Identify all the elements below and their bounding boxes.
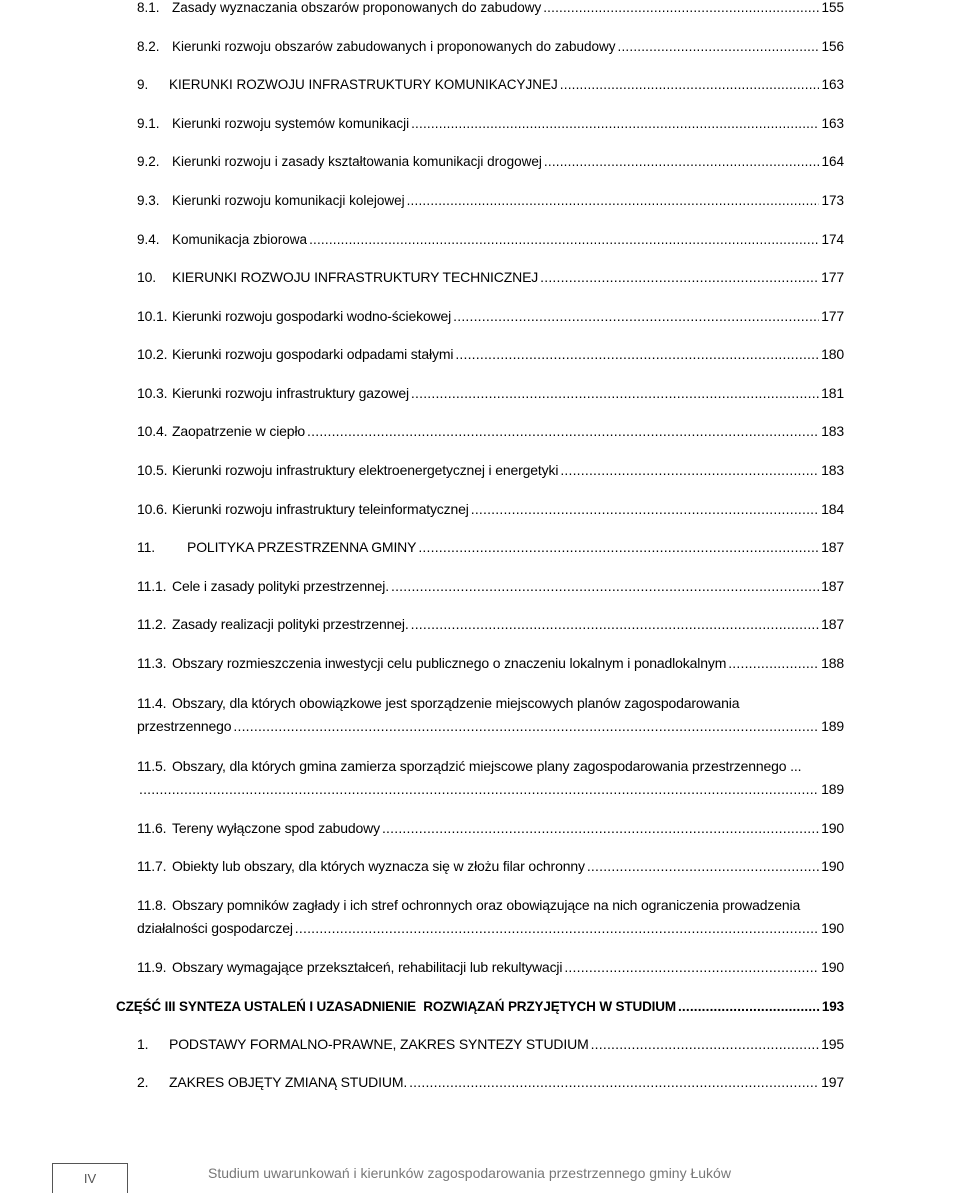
toc-page: 184 [821,501,844,517]
toc-page: 183 [821,423,844,439]
toc-number: 9.4. [137,232,160,247]
toc-leader [678,995,820,1018]
footer-page-number: IV [52,1163,128,1193]
toc-entry-10-4[interactable] [137,420,844,443]
toc-leader [409,1071,819,1094]
toc-page: 183 [821,462,844,478]
toc-title: Kierunki rozwoju i zasady kształtowania komunikacji drogowej [172,154,542,169]
toc-page: 174 [821,232,844,247]
toc-entry-part-3[interactable] [116,995,844,1018]
toc-entry-10-5[interactable] [137,459,844,482]
toc-leader [139,778,819,801]
toc-title: Kierunki rozwoju infrastruktury elektroenergetycznej i energetyki [172,462,559,478]
toc-number: 11. [137,539,155,555]
toc-entry-11-7[interactable] [137,855,844,878]
toc-entry-11[interactable] [137,536,844,559]
toc-entry-9-3[interactable] [137,189,844,212]
toc-number: 8.1. [137,0,160,15]
toc-page: 190 [821,858,844,874]
toc-leader [455,343,819,366]
toc-title: KIERUNKI ROZWOJU INFRASTRUKTURY TECHNICZNEJ [172,269,539,285]
toc-title-continuation: działalności gospodarczej [137,920,293,936]
toc-number: 10.3. [137,385,168,401]
toc-entry-8-2[interactable] [137,35,844,58]
toc-number: 1. [137,1036,149,1052]
toc-number: 11.2. [137,616,167,632]
toc-title: Obiekty lub obszary, dla których wyznacza się w złożu filar ochronny [172,858,585,874]
toc-entry-9-2[interactable] [137,150,844,173]
footer-title: Studium uwarunkowań i kierunków zagospodarowania przestrzennego gminy Łuków [208,1165,731,1181]
toc-entry-2[interactable] [137,1071,844,1094]
toc-page: 155 [821,0,844,15]
toc-page: 156 [821,39,844,54]
toc-page: 197 [821,1074,844,1090]
toc-title: Cele i zasady polityki przestrzennej. [172,578,389,594]
toc-leader [540,266,819,289]
toc-title: PODSTAWY FORMALNO-PRAWNE, ZAKRES SYNTEZY STUDIUM [169,1036,589,1052]
toc-page: 177 [821,269,844,285]
toc-entry-9-1[interactable] [137,112,844,135]
toc-entry-11-5[interactable] [137,755,844,801]
toc-entry-10[interactable] [137,266,844,289]
toc-title: Kierunki rozwoju infrastruktury gazowej [172,385,409,401]
toc-title: Obszary, dla których gmina zamierza sporządzić miejscowe plany zagospodarowania przestrzennego ... [172,758,802,774]
toc-number: 10.1. [137,308,168,324]
toc-title: ZAKRES OBJĘTY ZMIANĄ STUDIUM. [169,1074,408,1090]
toc-page: 195 [821,1036,844,1052]
toc-leader [391,575,819,598]
toc-leader [382,817,819,840]
toc-title: Kierunki rozwoju systemów komunikacji [172,116,410,131]
toc-entry-8-1[interactable] [137,0,844,19]
toc-page: 173 [821,193,844,208]
toc-leader [471,498,819,521]
toc-title: Zasady wyznaczania obszarów proponowanych do zabudowy [172,0,542,15]
toc-page: 189 [821,718,844,734]
toc-leader [560,459,819,482]
toc-leader [411,112,819,135]
toc-page: 193 [821,999,844,1014]
toc-number: 11.6. [137,820,167,836]
toc-number: 10.4. [137,423,168,439]
toc-page: 177 [821,308,844,324]
toc-entry-11-9[interactable] [137,956,844,979]
toc-page: 163 [821,77,844,92]
toc-leader [307,420,819,443]
toc-title: Kierunki rozwoju infrastruktury teleinformatycznej [172,501,469,517]
toc-number: 9.2. [137,154,160,169]
toc-page: 188 [821,655,844,671]
toc-number: 11.8. [137,897,167,913]
toc-leader [407,189,820,212]
toc-leader [453,305,819,328]
toc-number: 10. [137,269,157,285]
toc-leader [411,382,819,405]
toc-title: KIERUNKI ROZWOJU INFRASTRUKTURY KOMUNIKACYJNEJ [169,77,558,92]
toc-leader [309,228,819,251]
toc-leader [560,73,820,96]
toc-number: 9.3. [137,193,160,208]
toc-title-continuation: przestrzennego [137,718,232,734]
toc-number: 10.6. [137,501,168,517]
toc-entry-11-8[interactable] [137,894,844,940]
toc-leader [618,35,820,58]
toc-entry-11-3[interactable] [137,652,844,675]
toc-leader [591,1033,819,1056]
toc-page: 190 [821,920,844,936]
toc-title: Komunikacja zbiorowa [172,232,308,247]
toc-number: 10.2. [137,346,168,362]
toc-page: 180 [821,346,844,362]
toc-leader [411,613,819,636]
toc-leader [564,956,819,979]
toc-title: CZĘŚĆ III SYNTEZA USTALEŃ I UZASADNIENIE ROZWIĄZAŃ PRZYJĘTYCH W STUDIUM [116,999,676,1014]
toc-leader [543,0,819,19]
toc-title: Kierunki rozwoju gospodarki wodno-ściekowej [172,308,452,324]
toc-number: 11.5. [137,758,167,774]
toc-leader [233,715,819,738]
toc-title: Kierunki rozwoju obszarów zabudowanych i proponowanych do zabudowy [172,39,616,54]
toc-number: 10.5. [137,462,168,478]
toc-leader [587,855,819,878]
toc-number: 8.2. [137,39,160,54]
toc-leader [728,652,819,675]
toc-leader [544,150,820,173]
toc-title: POLITYKA PRZESTRZENNA GMINY [187,539,417,555]
toc-number: 11.1. [137,578,167,594]
toc-number: 9. [137,77,149,92]
toc-entry-11-6[interactable] [137,817,844,840]
toc-number: 11.4. [137,695,167,711]
toc-entry-10-3[interactable] [137,382,844,405]
toc-number: 11.7. [137,858,167,874]
toc-page: 190 [821,820,844,836]
toc-number: 9.1. [137,116,160,131]
toc-page: 164 [821,154,844,169]
toc-entry-11-1[interactable] [137,575,844,598]
toc-entry-11-2[interactable] [137,613,844,636]
toc-page: 189 [821,781,844,797]
toc-leader [295,917,819,940]
toc-entry-9-4[interactable] [137,228,844,251]
toc-entry-11-4[interactable] [137,692,844,738]
toc-page: 187 [821,616,844,632]
toc-number: 11.9. [137,959,167,975]
toc-title: Obszary, dla których obowiązkowe jest sporządzenie miejscowych planów zagospodarowania [172,695,740,711]
toc-leader [418,536,819,559]
toc-title: Zasady realizacji polityki przestrzennej. [172,616,409,632]
toc-page: 190 [821,959,844,975]
toc-entry-10-1[interactable] [137,305,844,328]
toc-page: 163 [821,116,844,131]
toc-entry-10-6[interactable] [137,498,844,521]
toc-number: 11.3. [137,655,167,671]
toc-title: Obszary wymagające przekształceń, rehabilitacji lub rekultywacji [172,959,563,975]
toc-entry-9[interactable] [137,73,844,96]
toc-entry-10-2[interactable] [137,343,844,366]
toc-title: Tereny wyłączone spod zabudowy [172,820,380,836]
toc-title: Obszary rozmieszczenia inwestycji celu publicznego o znaczeniu lokalnym i ponadlokalnym [172,655,727,671]
toc-number: 2. [137,1074,149,1090]
toc-title: Zaopatrzenie w ciepło [172,423,306,439]
toc-title: Kierunki rozwoju komunikacji kolejowej [172,193,405,208]
toc-page: 187 [821,578,844,594]
toc-page: 187 [821,539,844,555]
toc-title: Obszary pomników zagłady i ich stref ochronnych oraz obowiązujące na nich ograniczenia prowadzenia [172,897,801,913]
toc-entry-1[interactable] [137,1033,844,1056]
toc-page: 181 [821,385,844,401]
toc-title: Kierunki rozwoju gospodarki odpadami stałymi [172,346,454,362]
